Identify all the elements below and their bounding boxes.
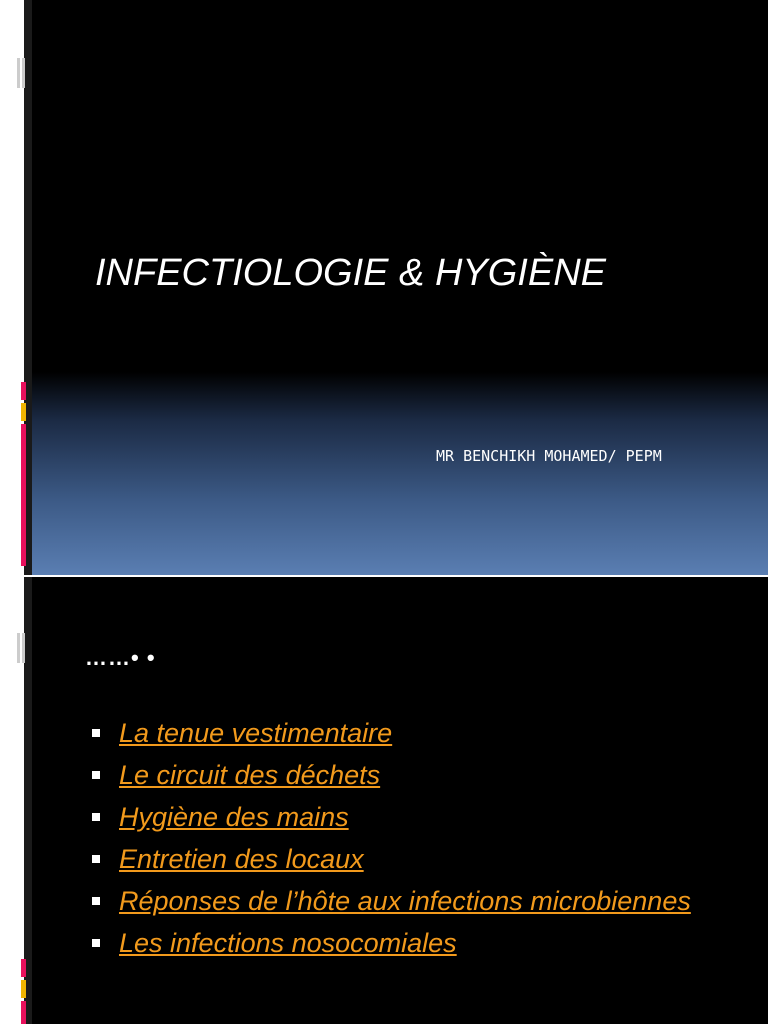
square-bullet-icon bbox=[92, 855, 100, 863]
accent-yellow bbox=[21, 403, 26, 421]
list-item bbox=[90, 885, 750, 917]
slide-heading: ……• • bbox=[85, 645, 156, 670]
square-bullet-icon bbox=[92, 813, 100, 821]
topic-link[interactable]: Entretien des locaux bbox=[119, 844, 364, 874]
topic-link[interactable]: Le circuit des déchets bbox=[119, 760, 381, 790]
accent-yellow bbox=[21, 980, 26, 998]
square-bullet-icon bbox=[92, 939, 100, 947]
topic-list bbox=[90, 717, 750, 969]
topic-link[interactable]: Les infections nosocomiales bbox=[119, 928, 457, 958]
square-bullet-icon bbox=[92, 729, 100, 737]
topic-link[interactable]: La tenue vestimentaire bbox=[119, 718, 393, 748]
list-item bbox=[90, 759, 750, 791]
list-item bbox=[90, 843, 750, 875]
edge-mark bbox=[17, 633, 20, 663]
slide-edge-bar bbox=[24, 577, 32, 1024]
accent-pink bbox=[21, 382, 26, 400]
edge-mark bbox=[22, 633, 25, 663]
list-item bbox=[90, 717, 750, 749]
slide-edge bbox=[0, 577, 24, 1024]
slide-subtitle: MR BENCHIKH MOHAMED/ PEPM bbox=[436, 447, 662, 465]
topic-link[interactable]: Réponses de l’hôte aux infections microbiennes bbox=[119, 886, 691, 916]
accent-pink bbox=[21, 424, 26, 566]
edge-mark bbox=[22, 58, 25, 88]
square-bullet-icon bbox=[92, 771, 100, 779]
square-bullet-icon bbox=[92, 897, 100, 905]
edge-mark bbox=[17, 58, 20, 88]
topic-link[interactable]: Hygiène des mains bbox=[119, 802, 349, 832]
content-slide bbox=[0, 577, 768, 1024]
accent-pink bbox=[21, 959, 26, 977]
slide-title: INFECTIOLOGIE & HYGIÈNE bbox=[95, 252, 606, 294]
accent-pink bbox=[21, 1001, 26, 1024]
list-item bbox=[90, 927, 750, 959]
list-item bbox=[90, 801, 750, 833]
